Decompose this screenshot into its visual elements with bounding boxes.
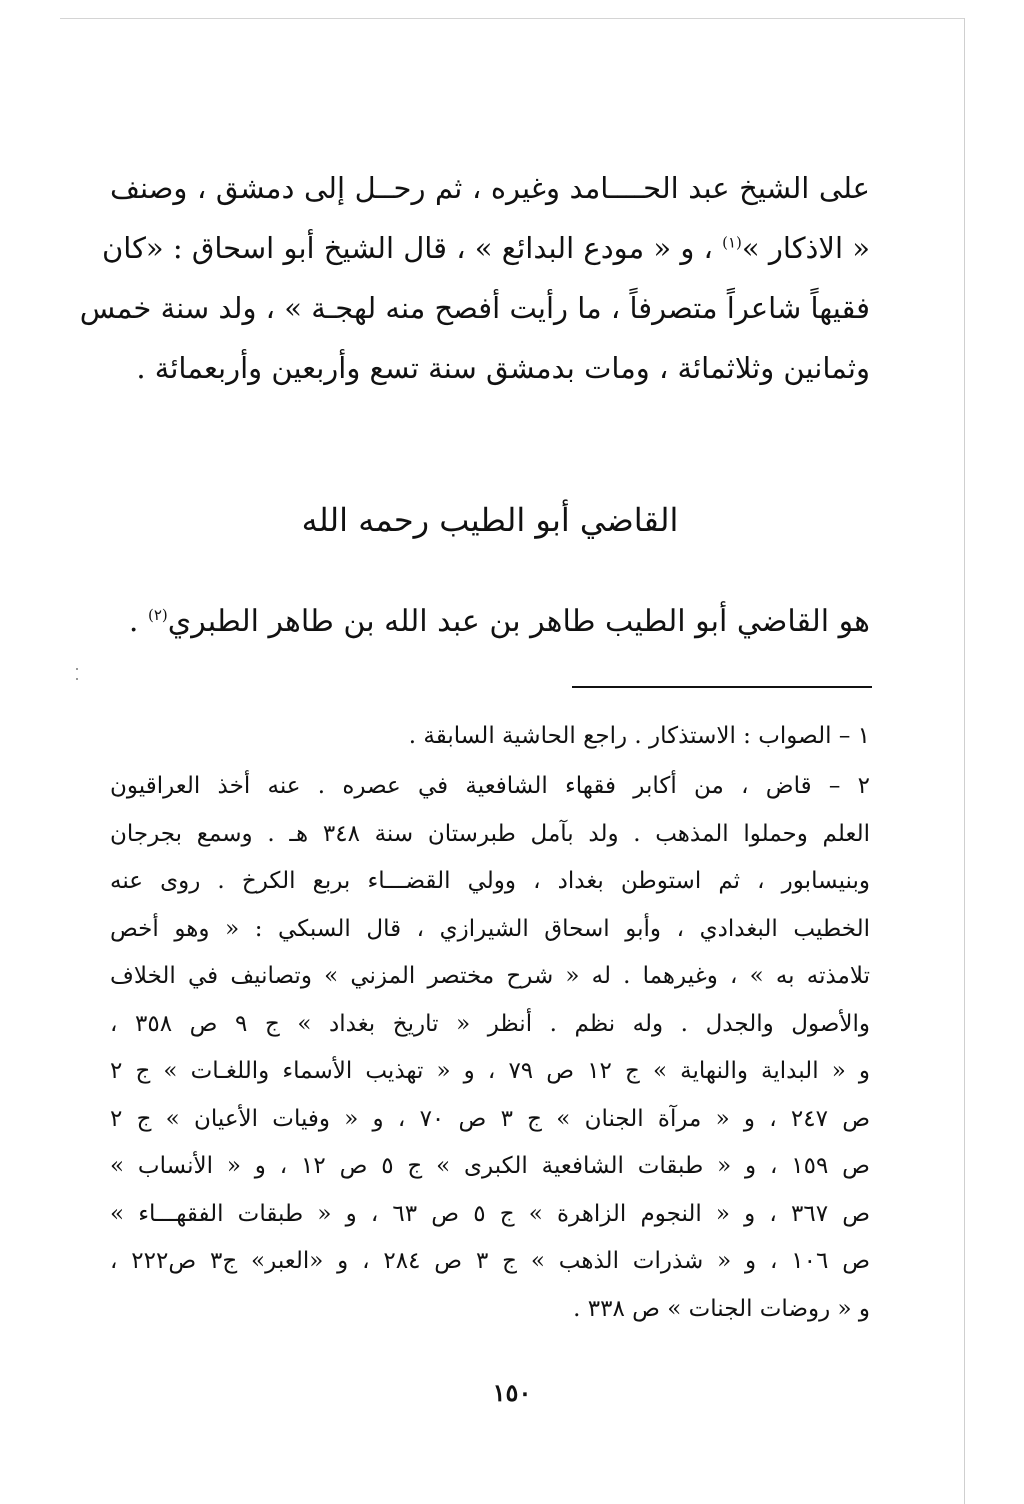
footnote-2-line: ص ٢٤٧ ، و « مرآة الجنان » ج ٣ ص ٧٠ ، و « وفيات الأعيان » ج ٢ — [110, 1105, 871, 1132]
body-line-2-rest: ، و « مودع البدائع » ، قال الشيخ أبو اسحاق : «كان — [101, 231, 713, 265]
entry-text: هو القاضي أبو الطيب طاهر بن عبد الله بن طاهر الطبري — [167, 604, 870, 639]
page-top-edge — [60, 18, 965, 19]
footnote-1: ١ – الصواب : الاستذكار . راجع الحاشية السابقة . — [408, 723, 870, 749]
entry-line — [110, 600, 870, 644]
footnote-2-line: ص ١٠٦ ، و « شذرات الذهب » ج ٣ ص ٢٨٤ ، و «العبر» ج٣ ص٢٢٢ ، — [110, 1248, 870, 1274]
body-line-4: وثمانين وثلاثمائة ، ومات بدمشق سنة تسع وأربعين وأربعمائة . — [136, 351, 870, 385]
footnote-separator — [572, 686, 872, 688]
section-heading: القاضي أبو الطيب رحمه الله — [301, 501, 679, 539]
footnote-marker-2: (٢) — [147, 606, 168, 624]
footnote-2-line: وبنيسابور ، ثم استوطن بغداد ، وولي القضـــاء بربع الكرخ . روى عنه — [110, 868, 870, 894]
page-right-edge — [964, 18, 965, 1504]
page-number: ١٥٠ — [492, 1378, 532, 1407]
body-line-1: على الشيخ عبد الحــــامد وغيره ، ثم رحــل إلى دمشق ، وصنف — [110, 171, 870, 205]
entry-end: . — [128, 604, 139, 639]
footnote-2-line: و « البداية والنهاية » ج ١٢ ص ٧٩ ، و « تهذيب الأسماء واللغـات » ج ٢ — [110, 1058, 870, 1084]
footnote-2-line: الخطيب البغدادي ، وأبو اسحاق الشيرازي ، قال السبكي : « وهو أخص — [110, 915, 870, 942]
footnote-marker-1: (١) — [722, 233, 742, 252]
footnote-2-line: و « روضات الجنات » ص ٣٣٨ . — [573, 1295, 870, 1322]
scan-specks — [76, 668, 78, 688]
body-line-3: فقيهاً شاعراً متصرفاً ، ما رأيت أفصح منه لهجـة » ، ولد سنة خمس — [79, 291, 870, 325]
footnote-2-line: والأصول والجدل . وله نظم . أنظر « تاريخ بغداد » ج ٩ ص ٣٥٨ ، — [110, 1010, 871, 1037]
footnote-2-line: تلامذته به » ، وغيرهما . له « شرح مختصر المزني » وتصانيف في الخلاف — [110, 963, 870, 989]
footnote-2-line: العلم وحملوا المذهب . ولد بآمل طبرستان سنة ٣٤٨ هـ . وسمع بجرجان — [110, 820, 870, 847]
footnote-2-line: ص ١٥٩ ، و « طبقات الشافعية الكبرى » ج ٥ ص ١٢ ، و « الأنساب » — [110, 1153, 870, 1179]
body-line-2 — [101, 228, 870, 268]
footnote-2-line: ٢ – قاض ، من أكابر فقهاء الشافعية في عصره . عنه أخذ العراقيون — [110, 773, 870, 799]
body-line-2-start: « الاذكار » — [741, 231, 870, 265]
footnote-2-line: ص ٣٦٧ ، و « النجوم الزاهرة » ج ٥ ص ٦٣ ، و « طبقات الفقهـــاء » — [110, 1200, 871, 1227]
